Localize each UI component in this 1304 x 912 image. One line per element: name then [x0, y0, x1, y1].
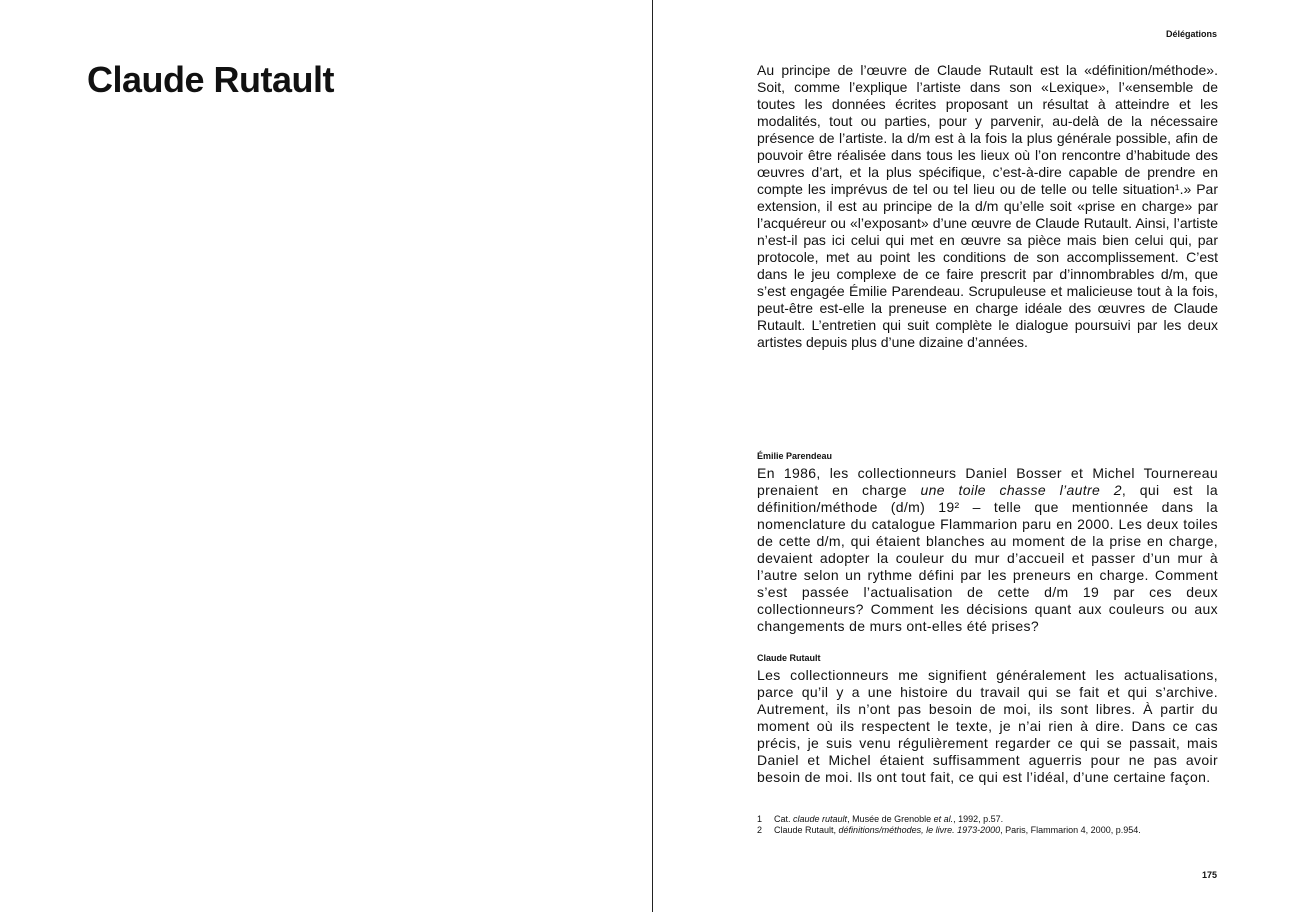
footnote-italic: claude rutault: [793, 814, 848, 824]
footnote-text-part: , Musée de Grenoble: [847, 814, 934, 824]
footnote-text-part: Claude Rutault,: [774, 825, 839, 835]
footnote-italic: et al.: [933, 814, 954, 824]
footnote-text-part: Cat.: [774, 814, 794, 824]
page-number: 175: [1201, 870, 1217, 880]
interview-question: [757, 450, 1218, 635]
question-text: [757, 465, 1218, 635]
footnote-text: [774, 814, 1003, 825]
footnote-text-part: , 1992, p.57.: [953, 814, 1004, 824]
right-page: [653, 0, 1304, 912]
question-text-part: En 1986, les collectionneurs Daniel Bosser et Michel Tournereau prenaient en charge: [757, 465, 1218, 498]
footnote-italic: définitions/méthodes, le livre. 1973-2000: [838, 825, 1001, 835]
article-title: Claude Rutault: [87, 59, 335, 100]
speaker-name: Émilie Parendeau: [757, 451, 833, 461]
footnote-text-part: , Paris, Flammarion 4, 2000, p.954.: [1000, 825, 1141, 835]
interview-answer: [757, 652, 1218, 786]
question-text-part: , qui est la définition/méthode (d/m) 19² – telle que mentionnée dans la nomenclature du catalogue Flammarion paru en 2000. Les deux toiles de cette d/m, qui étaient blanches au moment de la prise en charge, devaient adopter la couleur du mur d’accueil et passer d’un mur à l’autre selon un rythme défini par les preneurs en charge. Comment s’est passée l’actualisation de cette d/m 19 par ces deux collectionneurs? Comment les décisions quant aux couleurs ou aux changements de murs ont-elles été prises?: [757, 482, 1218, 634]
footnote: [757, 814, 1227, 825]
footnote-number: 1: [757, 814, 763, 824]
answer-text: Les collectionneurs me signifient généralement les actualisations, parce qu’il y a une histoire du travail qui se fait et qui s’archive. Autrement, ils n’ont pas besoin de moi, ils sont libres. À partir du moment où ils respectent le texte, je n’ai rien à dire. Dans ce cas précis, je suis venu régulièrement regarder ce qui se passait, mais Daniel et Michel étaient suffisamment aguerris pour ne pas avoir besoin de moi. Ils ont tout fait, ce qui est l’idéal, d’une certaine façon.: [757, 667, 1218, 785]
artwork-title: une toile chasse l’autre 2: [920, 482, 1122, 498]
footnote: [757, 825, 1227, 836]
footnote-number: 2: [757, 825, 763, 835]
intro-paragraph: Au principe de l’œuvre de Claude Rutault est la «définition/méthode». Soit, comme l’explique l’artiste dans son «Lexique», l’«ensemble de toutes les données écrites proposant un résultat à atteindre et les modalités, tout ou parties, pour y parvenir, au-delà de la nécessaire présence de l’artiste. la d/m est à la fois la plus générale possible, afin de pouvoir être réalisée dans tous les lieux où l’on rencontre d’habitude des œuvres d’art, et la plus spécifique, c’est-à-dire capable de prendre en compte les imprévus de tel ou tel lieu ou de telle ou telle situation¹.» Par extension, il est au principe de la d/m qu’elle soit «prise en charge» par l’acquéreur ou «l’exposant» d’une œuvre de Claude Rutault. Ainsi, l’artiste n’est-il pas ici celui qui met en œuvre sa pièce mais bien celui qui, par protocole, met au point les conditions de son accomplissement. C’est dans le jeu complexe de ce faire prescrit par d’innombrables d/m, que s’est engagée Émilie Parendeau. Scrupuleuse et malicieuse tout à la fois, peut-être est-elle la preneuse en charge idéale des œuvres de Claude Rutault. L’entretien qui suit complète le dialogue poursuivi par les deux artistes depuis plus d’une dizaine d’années.: [757, 62, 1218, 350]
footnotes: [757, 814, 1227, 836]
running-header: Délégations: [1165, 29, 1217, 39]
speaker-name: Claude Rutault: [757, 653, 821, 663]
footnote-text: [774, 825, 1141, 836]
